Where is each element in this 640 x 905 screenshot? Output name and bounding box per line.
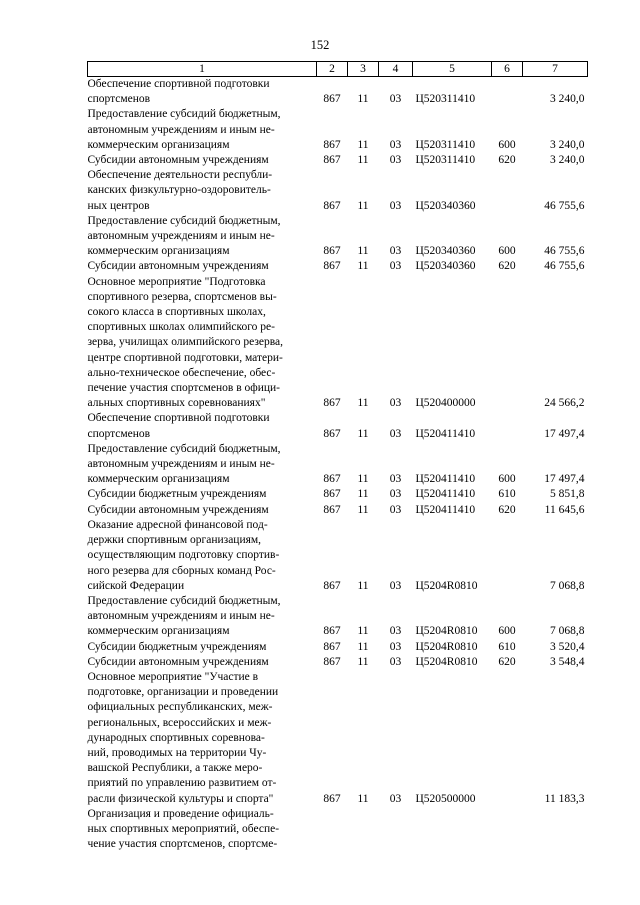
amount-cell: 3 548,4 <box>550 655 585 668</box>
target-article-cell: Ц520500000 <box>415 792 476 805</box>
description-line: автономным учреждениям и иным не- <box>87 458 275 471</box>
page-number: 152 <box>310 38 330 52</box>
table-row <box>88 487 588 502</box>
description-line: коммерческим организациям <box>87 138 230 151</box>
subsection-code-cell: 03 <box>389 199 402 212</box>
description-line: ально-техническое обеспечение, обес- <box>87 366 276 379</box>
description-line: расли физической культуры и спорта" <box>87 792 274 805</box>
description-line: спортивных школах олимпийского ре- <box>87 321 275 334</box>
amount-cell: 11 183,3 <box>544 792 585 805</box>
subsection-code-cell: 03 <box>389 655 402 668</box>
description-line: ных спортивных мероприятий, обеспе- <box>87 822 280 835</box>
row-description <box>88 411 317 441</box>
row-description <box>88 518 317 594</box>
expense-type-cell: 620 <box>498 655 516 668</box>
description-line: автономным учреждениям и иным не- <box>87 610 275 623</box>
row-description <box>88 640 317 655</box>
table-row <box>88 214 588 260</box>
table-row <box>88 411 588 441</box>
column-header: 4 <box>379 62 413 77</box>
ministry-code-cell: 867 <box>323 579 341 592</box>
column-header: 5 <box>413 62 492 77</box>
description-line: спортсменов <box>87 93 151 106</box>
ministry-code-cell: 867 <box>323 655 341 668</box>
budget-table <box>87 61 588 852</box>
target-article-cell: Ц520340360 <box>415 260 476 273</box>
expense-type-cell: 600 <box>498 138 516 151</box>
ministry-code-cell: 867 <box>323 154 341 167</box>
description-line: Обеспечение деятельности республи- <box>87 169 273 182</box>
expense-type-cell: 600 <box>498 473 516 486</box>
subsection-code-cell: 03 <box>389 579 402 592</box>
table-row <box>88 594 588 640</box>
table-row <box>88 259 588 274</box>
description-line: региональных, всероссийских и меж- <box>87 716 272 729</box>
description-line: спортивного резерва, спортсменов вы- <box>87 290 277 303</box>
table-row <box>88 670 588 807</box>
row-description <box>88 168 317 214</box>
description-line: Субсидии бюджетным учреждениям <box>87 640 267 653</box>
table-header-row <box>88 62 588 77</box>
amount-cell: 17 497,4 <box>544 427 585 440</box>
row-description <box>88 807 317 853</box>
description-line: Предоставление субсидий бюджетным, <box>87 214 281 227</box>
target-article-cell: Ц520411410 <box>415 503 476 516</box>
description-line: Предоставление субсидий бюджетным, <box>87 442 281 455</box>
table-row <box>88 655 588 670</box>
ministry-code-cell: 867 <box>323 138 341 151</box>
description-line: Субсидии автономным учреждениям <box>87 655 269 668</box>
section-code-cell: 11 <box>357 488 369 501</box>
description-line: Основное мероприятие "Участие в <box>87 670 259 683</box>
target-article-cell: Ц520411410 <box>415 488 476 501</box>
section-code-cell <box>348 807 379 853</box>
row-description <box>88 153 317 168</box>
amount-cell: 11 645,6 <box>544 503 585 516</box>
table-row <box>88 640 588 655</box>
description-line: коммерческим организациям <box>87 245 230 258</box>
description-line: центре спортивной подготовки, матери- <box>87 351 283 364</box>
description-line: ний, проводимых на территории Чу- <box>87 746 267 759</box>
section-code-cell: 11 <box>357 154 369 167</box>
section-code-cell: 11 <box>357 138 369 151</box>
target-article-cell: Ц5204R0810 <box>415 625 478 638</box>
section-code-cell: 11 <box>357 397 369 410</box>
target-article-cell: Ц520311410 <box>415 93 476 106</box>
subsection-code-cell: 03 <box>389 792 402 805</box>
description-line: печение участия спортсменов в офици- <box>87 382 281 395</box>
row-description <box>88 655 317 670</box>
subsection-code-cell: 03 <box>389 154 402 167</box>
expense-type-cell: 620 <box>498 154 516 167</box>
subsection-code-cell <box>379 807 413 853</box>
expense-type-cell: 600 <box>498 245 516 258</box>
expense-type-cell <box>492 275 523 412</box>
amount-cell: 46 755,6 <box>544 245 585 258</box>
description-line: чение участия спортсменов, спортсме- <box>87 838 278 851</box>
description-line: ного резерва для сборных команд Рос- <box>87 564 276 577</box>
description-line: автономным учреждениям и иным не- <box>87 230 275 243</box>
amount-cell: 24 566,2 <box>544 397 585 410</box>
section-code-cell: 11 <box>357 245 369 258</box>
expense-type-cell <box>492 807 523 853</box>
ministry-code-cell: 867 <box>323 199 341 212</box>
subsection-code-cell: 03 <box>389 93 402 106</box>
row-description <box>88 77 317 108</box>
amount-cell: 5 851,8 <box>550 488 585 501</box>
ministry-code-cell: 867 <box>323 245 341 258</box>
subsection-code-cell: 03 <box>389 625 402 638</box>
ministry-code-cell: 867 <box>323 397 341 410</box>
column-header: 1 <box>88 62 317 77</box>
subsection-code-cell: 03 <box>389 640 402 653</box>
subsection-code-cell: 03 <box>389 260 402 273</box>
expense-type-cell: 620 <box>498 260 516 273</box>
table-row <box>88 503 588 518</box>
description-line: подготовке, организации и проведении <box>87 686 279 699</box>
expense-type-cell: 620 <box>498 503 516 516</box>
description-line: альных спортивных соревнованиях" <box>87 397 266 410</box>
description-line: осуществляющим подготовку спортив- <box>87 549 280 562</box>
table-row <box>88 275 588 412</box>
amount-cell: 46 755,6 <box>544 199 585 212</box>
description-line: Субсидии автономным учреждениям <box>87 503 269 516</box>
row-description <box>88 670 317 807</box>
description-line: коммерческим организациям <box>87 473 230 486</box>
subsection-code-cell: 03 <box>389 397 402 410</box>
description-line: ных центров <box>87 199 150 212</box>
description-line: Предоставление субсидий бюджетным, <box>87 108 281 121</box>
ministry-code-cell: 867 <box>323 473 341 486</box>
amount-cell <box>523 807 588 853</box>
column-header: 3 <box>348 62 379 77</box>
amount-cell: 3 240,0 <box>550 93 585 106</box>
description-line: официальных республиканских, меж- <box>87 701 273 714</box>
description-line: зерва, училищах олимпийского резерва, <box>87 336 283 349</box>
row-description <box>88 275 317 412</box>
table-body <box>88 77 588 853</box>
table-row <box>88 107 588 153</box>
description-line: Обеспечение спортивной подготовки <box>87 78 270 90</box>
ministry-code-cell: 867 <box>323 792 341 805</box>
table-row <box>88 168 588 214</box>
row-description <box>88 594 317 640</box>
ministry-code-cell: 867 <box>323 488 341 501</box>
ministry-code-cell: 867 <box>323 625 341 638</box>
description-line: вашской Республики, а также меро- <box>87 762 263 775</box>
amount-cell: 7 068,8 <box>550 579 585 592</box>
description-line: Обеспечение спортивной подготовки <box>87 412 270 425</box>
section-code-cell: 11 <box>357 640 369 653</box>
ministry-code-cell <box>317 807 348 853</box>
table-row <box>88 77 588 108</box>
description-line: Субсидии автономным учреждениям <box>87 154 269 167</box>
section-code-cell: 11 <box>357 625 369 638</box>
target-article-cell: Ц5204R0810 <box>415 655 478 668</box>
ministry-code-cell: 867 <box>323 260 341 273</box>
column-header: 6 <box>492 62 523 77</box>
amount-cell: 3 520,4 <box>550 640 585 653</box>
target-article-cell: Ц5204R0810 <box>415 579 478 592</box>
table-row <box>88 153 588 168</box>
subsection-code-cell: 03 <box>389 245 402 258</box>
section-code-cell: 11 <box>357 579 369 592</box>
description-line: коммерческим организациям <box>87 625 230 638</box>
target-article-cell: Ц520311410 <box>415 154 476 167</box>
description-line: Субсидии бюджетным учреждениям <box>87 488 267 501</box>
expense-type-cell <box>492 168 523 214</box>
description-line: Основное мероприятие "Подготовка <box>87 275 266 288</box>
description-line: держки спортивным организациям, <box>87 534 262 547</box>
expense-type-cell <box>492 411 523 441</box>
subsection-code-cell: 03 <box>389 503 402 516</box>
target-article-cell: Ц520400000 <box>415 397 476 410</box>
table-row <box>88 518 588 594</box>
amount-cell: 46 755,6 <box>544 260 585 273</box>
amount-cell: 3 240,0 <box>550 154 585 167</box>
target-article-cell: Ц520311410 <box>415 138 476 151</box>
description-line: спортсменов <box>87 427 151 440</box>
description-line: сокого класса в спортивных школах, <box>87 306 266 319</box>
subsection-code-cell: 03 <box>389 488 402 501</box>
description-line: Организация и проведение официаль- <box>87 807 274 820</box>
table-row <box>88 442 588 488</box>
amount-cell: 7 068,8 <box>550 625 585 638</box>
row-description <box>88 107 317 153</box>
target-article-cell: Ц520411410 <box>415 473 476 486</box>
column-header: 2 <box>317 62 348 77</box>
expense-type-cell <box>492 518 523 594</box>
target-article-cell <box>413 807 492 853</box>
section-code-cell: 11 <box>357 199 369 212</box>
ministry-code-cell: 867 <box>323 93 341 106</box>
subsection-code-cell: 03 <box>389 427 402 440</box>
target-article-cell: Ц520340360 <box>415 199 476 212</box>
description-line: канских физкультурно-оздоровитель- <box>87 184 271 197</box>
section-code-cell: 11 <box>357 655 369 668</box>
target-article-cell: Ц5204R0810 <box>415 640 478 653</box>
expense-type-cell: 610 <box>498 640 516 653</box>
target-article-cell: Ц520340360 <box>415 245 476 258</box>
section-code-cell: 11 <box>357 473 369 486</box>
description-line: дународных спортивных соревнова- <box>87 731 265 744</box>
description-line: приятий по управлению развитием от- <box>87 777 277 790</box>
expense-type-cell <box>492 670 523 807</box>
row-description <box>88 442 317 488</box>
expense-type-cell: 600 <box>498 625 516 638</box>
amount-cell: 17 497,4 <box>544 473 585 486</box>
section-code-cell: 11 <box>357 260 369 273</box>
section-code-cell: 11 <box>357 503 369 516</box>
section-code-cell: 11 <box>357 93 369 106</box>
amount-cell: 3 240,0 <box>550 138 585 151</box>
ministry-code-cell: 867 <box>323 427 341 440</box>
description-line: автономным учреждениям и иным не- <box>87 123 275 136</box>
subsection-code-cell: 03 <box>389 473 402 486</box>
section-code-cell: 11 <box>357 427 369 440</box>
subsection-code-cell: 03 <box>389 138 402 151</box>
description-line: Субсидии автономным учреждениям <box>87 260 269 273</box>
row-description <box>88 503 317 518</box>
ministry-code-cell: 867 <box>323 503 341 516</box>
row-description <box>88 259 317 274</box>
table-row <box>88 807 588 853</box>
ministry-code-cell: 867 <box>323 640 341 653</box>
row-description <box>88 487 317 502</box>
row-description <box>88 214 317 260</box>
section-code-cell: 11 <box>357 792 369 805</box>
target-article-cell: Ц520411410 <box>415 427 476 440</box>
expense-type-cell <box>492 77 523 108</box>
description-line: Предоставление субсидий бюджетным, <box>87 594 281 607</box>
expense-type-cell: 610 <box>498 488 516 501</box>
description-line: Оказание адресной финансовой под- <box>87 518 268 531</box>
column-header: 7 <box>523 62 588 77</box>
description-line: сийской Федерации <box>87 579 185 592</box>
